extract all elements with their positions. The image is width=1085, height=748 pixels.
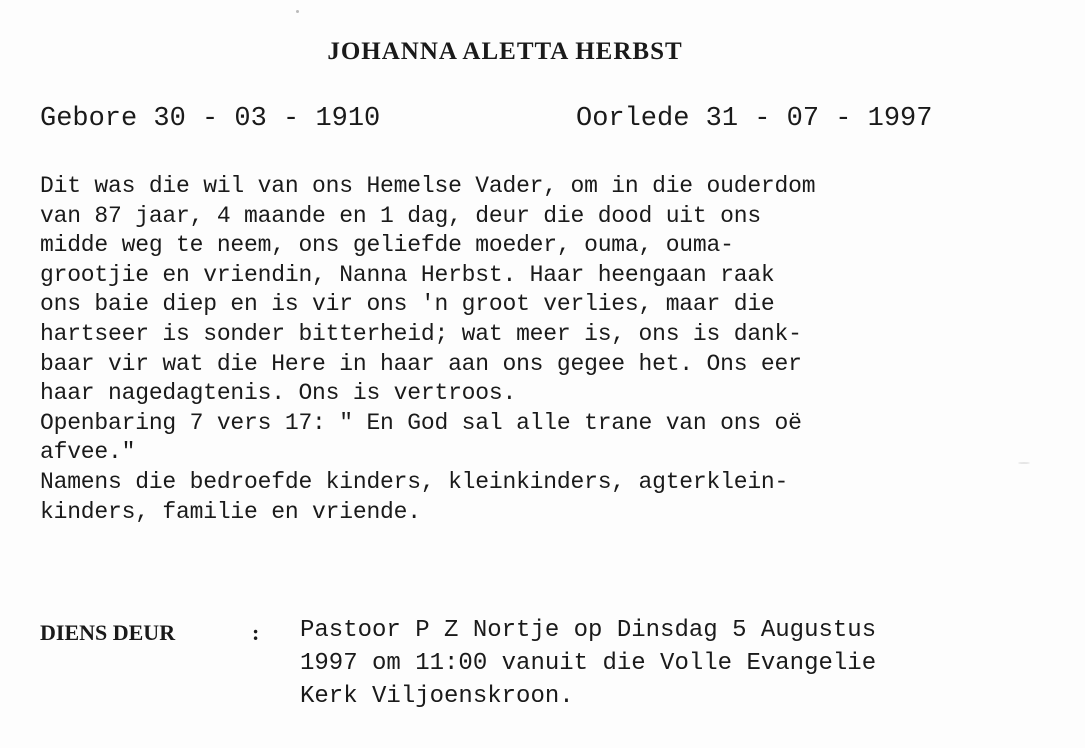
deceased-name: JOHANNA ALETTA HERBST bbox=[327, 38, 683, 65]
obituary-text bbox=[40, 172, 1070, 527]
scan-speck bbox=[296, 10, 299, 13]
text-line: Dit was die wil van ons Hemelse Vader, om in die ouderdom bbox=[40, 173, 816, 199]
text-line: ons baie diep en is vir ons 'n groot verlies, maar die bbox=[40, 291, 775, 318]
text-line: van 87 jaar, 4 maande en 1 dag, deur die dood uit ons bbox=[40, 202, 761, 229]
text-line: Openbaring 7 vers 17: " En God sal alle trane van ons oë bbox=[40, 409, 802, 436]
text-line: haar nagedagtenis. Ons is vertroos. bbox=[40, 380, 517, 407]
text-line: midde weg te neem, ons geliefde moeder, ouma, ouma- bbox=[40, 232, 734, 259]
text-line: hartseer is sonder bitterheid; wat meer is, ons is dank- bbox=[40, 320, 802, 347]
death-date: Oorlede 31 - 07 - 1997 bbox=[576, 104, 933, 134]
text-line: baar vir wat die Here in haar aan ons gegee het. Ons eer bbox=[40, 350, 802, 377]
text-line: afvee." bbox=[40, 439, 136, 466]
text-line: grootjie en vriendin, Nanna Herbst. Haar heengaan raak bbox=[40, 261, 775, 288]
service-colon: : bbox=[252, 620, 260, 645]
text-line: kinders, familie en vriende. bbox=[40, 498, 421, 525]
service-line: 1997 om 11:00 vanuit die Volle Evangelie bbox=[300, 650, 877, 677]
service-line: Pastoor P Z Nortje op Dinsdag 5 Augustus bbox=[300, 617, 877, 644]
text-line: Namens die bedroefde kinders, kleinkinders, agterklein- bbox=[40, 468, 789, 495]
scan-speck bbox=[1018, 462, 1030, 464]
service-line: Kerk Viljoenskroon. bbox=[300, 683, 574, 710]
service-label: DIENS DEUR bbox=[40, 620, 176, 645]
service-text bbox=[300, 614, 876, 713]
birth-date: Gebore 30 - 03 - 1910 bbox=[40, 104, 381, 134]
